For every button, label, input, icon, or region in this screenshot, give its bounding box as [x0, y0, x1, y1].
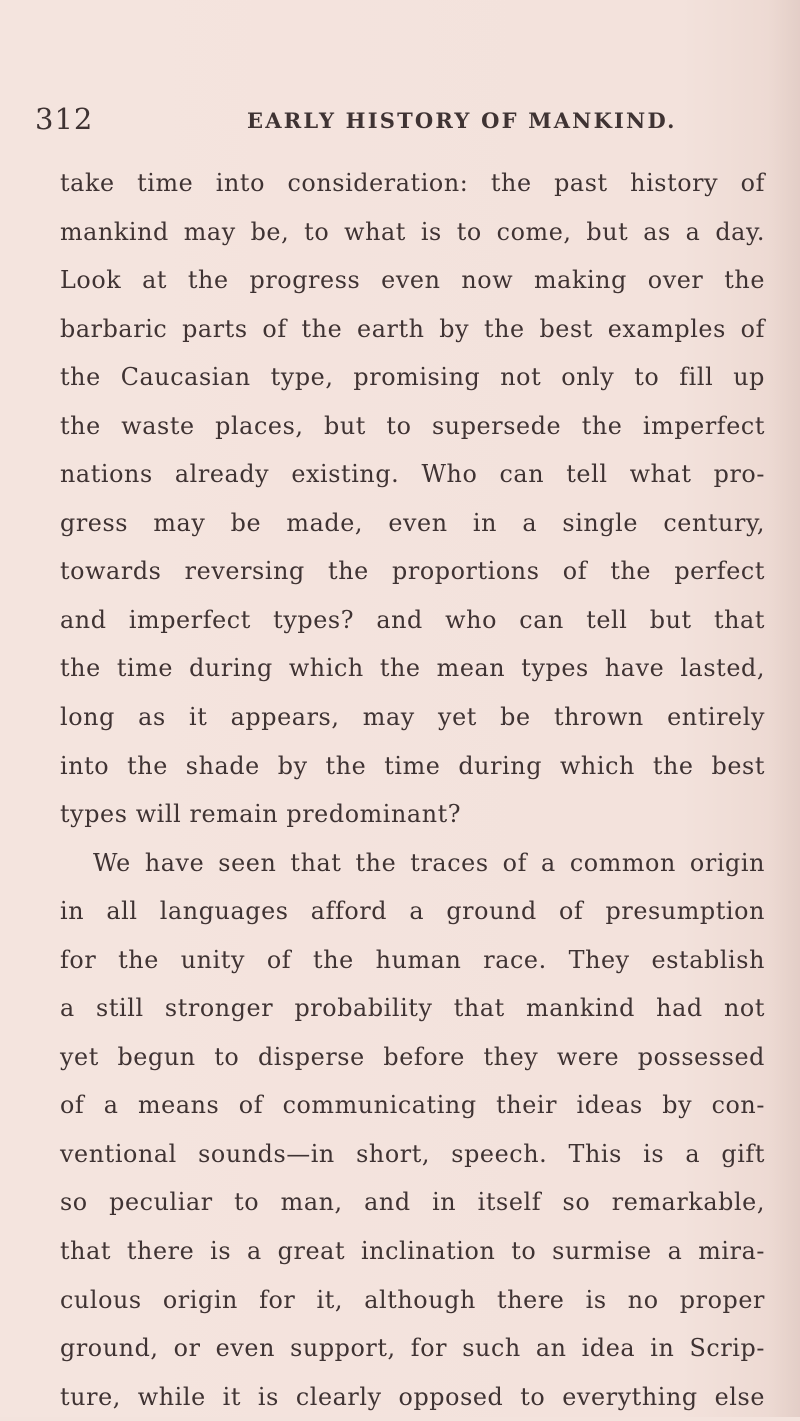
running-head: EARLY HISTORY OF MANKIND.: [247, 108, 677, 133]
text-line: the Caucasian type, promising not only to fill up: [60, 363, 765, 392]
text-line: long as it appears, may yet be thrown entirely: [60, 703, 765, 732]
text-line: barbaric parts of the earth by the best examples of: [60, 314, 765, 343]
text-line: for the unity of the human race. They establish: [60, 945, 765, 974]
text-line: of a means of communicating their ideas by con-: [60, 1091, 765, 1120]
text-line: the waste places, but to supersede the imperfect: [60, 411, 765, 440]
text-line: We have seen that the traces of a common origin: [93, 848, 765, 877]
text-line: and imperfect types? and who can tell but that: [60, 605, 765, 634]
text-line: types will remain predominant?: [60, 800, 462, 829]
text-line: take time into consideration: the past history of: [60, 169, 765, 197]
text-line: ground, or even support, for such an idea in Scrip-: [60, 1334, 765, 1363]
page-number: 312: [35, 102, 94, 136]
text-line: into the shade by the time during which the best: [60, 751, 765, 780]
text-line: in all languages afford a ground of presumption: [60, 897, 765, 926]
text-line: culous origin for it, although there is no proper: [60, 1285, 765, 1314]
text-line: ture, while it is clearly opposed to everything else: [60, 1382, 765, 1411]
page-header: [35, 102, 765, 142]
text-line: the time during which the mean types have lasted,: [60, 654, 765, 683]
text-line: gress may be made, even in a single century,: [60, 508, 765, 537]
text-line: that there is a great inclination to surmise a mira-: [60, 1237, 765, 1266]
text-line: so peculiar to man, and in itself so remarkable,: [60, 1188, 765, 1217]
text-line: a still stronger probability that mankind had not: [60, 994, 765, 1023]
text-line: towards reversing the proportions of the perfect: [60, 557, 765, 586]
text-line: yet begun to disperse before they were possessed: [60, 1042, 765, 1071]
body-text: [60, 159, 765, 1421]
text-line: nations already existing. Who can tell what pro-: [60, 460, 765, 489]
text-line: ventional sounds—in short, speech. This is a gift: [60, 1139, 765, 1168]
text-line: Look at the progress even now making over the: [60, 266, 765, 295]
text-line: mankind may be, to what is to come, but as a day.: [60, 217, 765, 246]
